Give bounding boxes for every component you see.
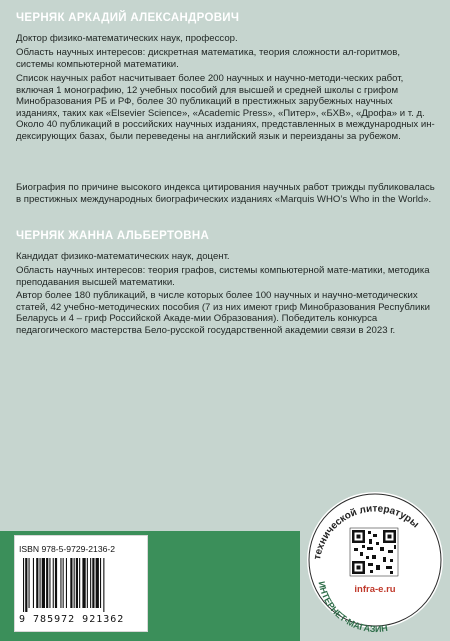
author2-interests: Область научных интересов: теория графов, системы компьютерной мате-матики, методика преподавания высшей математики. [16, 265, 430, 288]
author2-degree: Кандидат физико-математических наук, доцент. [16, 251, 230, 262]
barcode [21, 558, 141, 612]
author1-interests: Область научных интересов: дискретная математика, теория сложности ал-горитмов, системы компьютерной математики. [16, 47, 401, 70]
barcode-bar [96, 558, 99, 608]
stamp-bottom-text: ИНТЕРНЕТ-МАГАЗИН [316, 580, 389, 635]
isbn-label: ISBN 978-5-9729-2136-2 [19, 544, 116, 554]
barcode-bar [70, 558, 72, 608]
barcode-bar [74, 558, 75, 608]
barcode-bar [36, 558, 38, 608]
author1-name: ЧЕРНЯК АРКАДИЙ АЛЕКСАНДРОВИЧ [16, 12, 240, 24]
barcode-bar [55, 558, 57, 608]
barcode-bar [40, 558, 41, 608]
barcode-bar [60, 558, 61, 608]
barcode-bar [23, 558, 24, 612]
barcode-bar [92, 558, 94, 608]
author1-degree: Доктор физико-математических наук, профессор. [16, 33, 238, 44]
author2-works: Автор более 180 публикаций, в числе которых более 100 научных и научно-методических статей, 42 учебно-методических пособия (7 из них имеют гриф Минобразования Республики Беларусь и 4 – гриф Российской Акаде-мии Образования). Победитель конкурса педагогического мастерства Бело-русской государственной академии связи в 2023 г. [16, 290, 430, 336]
barcode-bar [42, 558, 45, 608]
stamp-site: infra-e.ru [354, 584, 396, 595]
author2-name: ЧЕРНЯК ЖАННА АЛЬБЕРТОВНА [16, 230, 210, 242]
barcode-bar [33, 558, 34, 608]
barcode-bar [66, 558, 67, 608]
barcode-bar [87, 558, 88, 608]
qr-code [350, 528, 398, 576]
barcode-bar [90, 558, 91, 608]
isbn-box [14, 535, 148, 632]
barcode-bar [46, 558, 48, 608]
barcode-bar [76, 558, 78, 608]
barcode-bar [53, 558, 54, 608]
barcode-bar [100, 558, 101, 608]
barcode-bar [25, 558, 27, 612]
author1-works: Список научных работ насчитывает более 200 научных и научно-методи-ческих работ, включая 1 монографию, 12 учебных пособий для высшей и средней школы с грифом Минобразования РБ и РФ, более 30 публикаций в престижных зарубежных научных изданиях, таких как «Elsevier Science», «Academic Press», «Питер», «БХВ», «Дрофа» и т. д. Около 40 публикаций в российских научных изданиях, представленных в международных ин-дексирующих базах, были переведены на английский язык и переизданы за рубежом. [16, 73, 435, 142]
stamp-top-text: технической литературы [312, 503, 421, 561]
author1-biography: Биография по причине высокого индекса цитирования научных работ трижды публиковалась в престижных международных биографических изданиях «Marquis WHO’s Who in the World». [16, 182, 435, 205]
barcode-number: 9 785972 921362 [19, 614, 125, 625]
barcode-bar [79, 558, 80, 608]
barcode-bar [82, 558, 85, 608]
barcode-bar [63, 558, 64, 608]
barcode-bar [29, 558, 30, 608]
barcode-bar [49, 558, 50, 608]
barcode-bar [103, 558, 104, 612]
shop-stamp [298, 478, 448, 638]
